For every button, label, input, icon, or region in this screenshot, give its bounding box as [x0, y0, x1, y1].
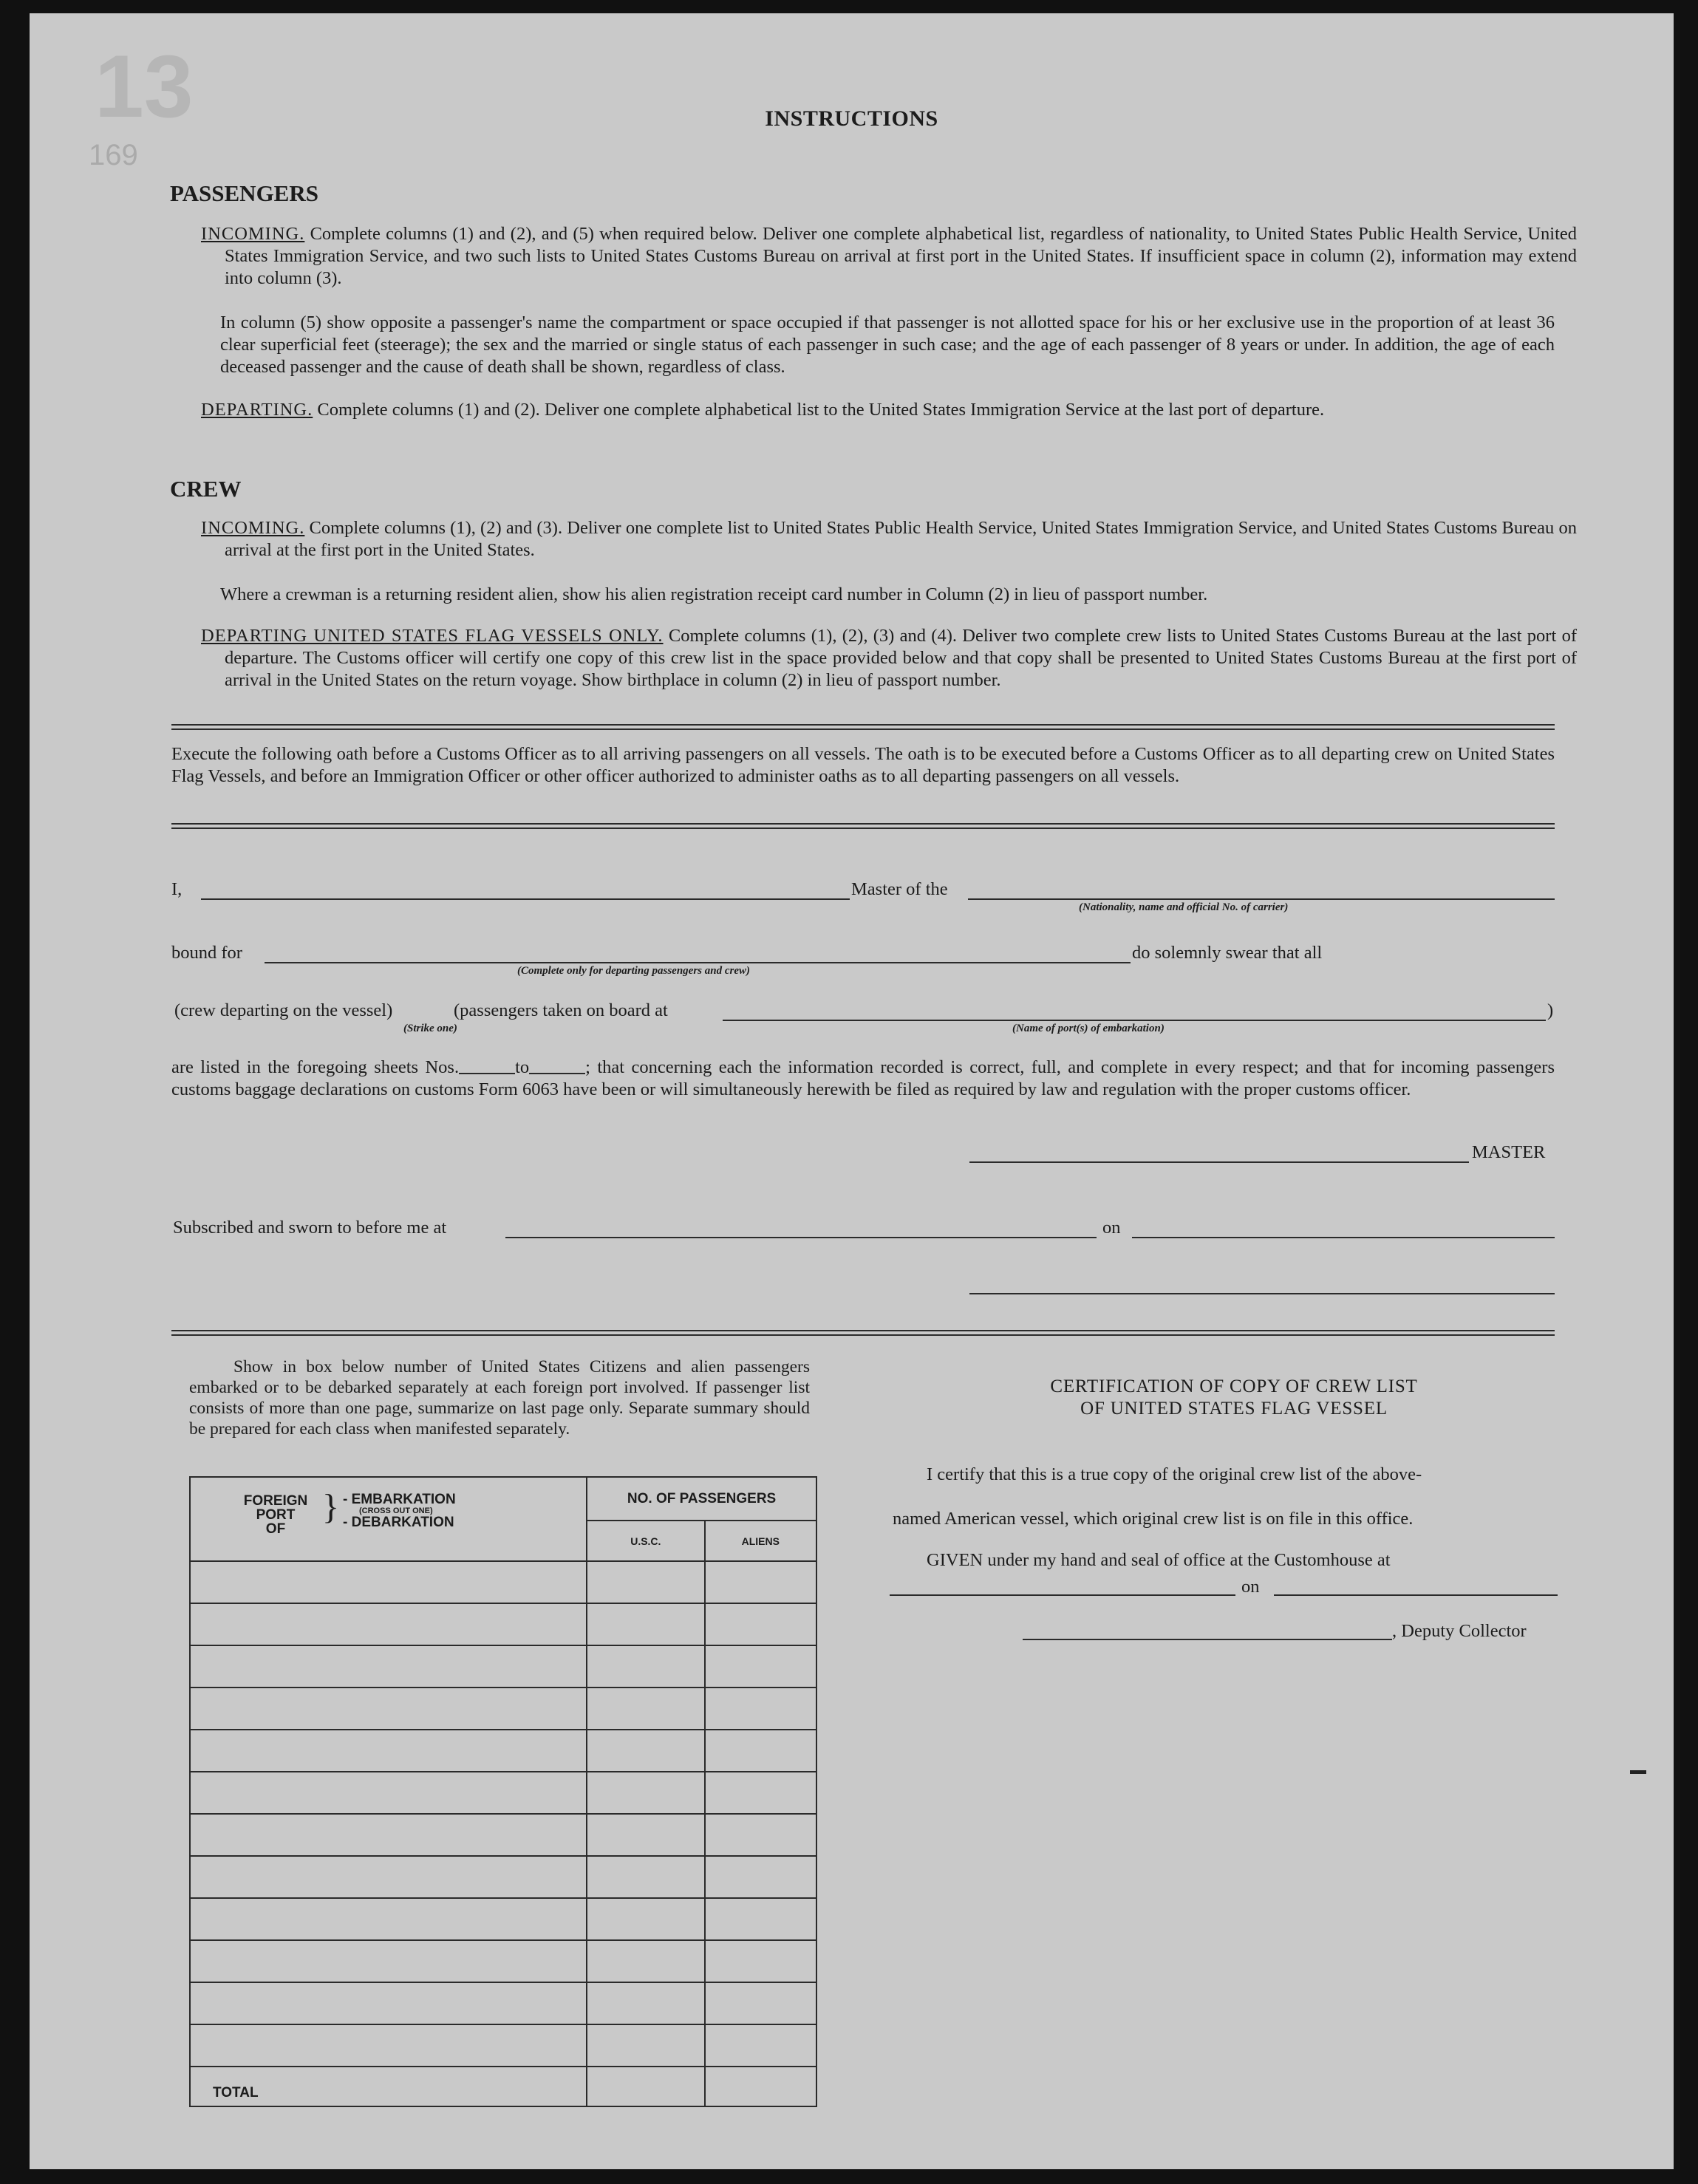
cross-out-note: (CROSS OUT ONE)	[359, 1506, 433, 1515]
table-row	[190, 1856, 816, 1898]
usc-cell[interactable]	[587, 1898, 704, 1940]
page-title: INSTRUCTIONS	[765, 106, 938, 131]
oath-statement	[171, 1057, 1555, 1101]
stamp-number: 169	[89, 139, 138, 171]
sheet-to-field[interactable]	[529, 1073, 585, 1074]
usc-cell[interactable]	[587, 2024, 704, 2067]
cert-on-label: on	[1241, 1577, 1260, 1597]
incoming-label: INCOMING.	[201, 224, 305, 244]
port-header-cell	[190, 1477, 587, 1561]
brace-icon: }	[322, 1487, 340, 1526]
certification-title	[909, 1376, 1559, 1420]
aliens-cell[interactable]	[705, 1645, 816, 1688]
crew-departing-option: (crew departing on the vessel)	[174, 1000, 393, 1020]
total-usc-cell[interactable]	[587, 2067, 704, 2106]
aliens-cell[interactable]	[705, 1603, 816, 1645]
no-of-passengers-header: NO. OF PASSENGERS	[587, 1477, 816, 1521]
usc-cell[interactable]	[587, 1561, 704, 1603]
master-of-the-label: Master of the	[851, 879, 948, 899]
usc-cell[interactable]	[587, 1730, 704, 1772]
usc-cell[interactable]	[587, 1772, 704, 1814]
table-row	[190, 1730, 816, 1772]
deputy-collector-label: , Deputy Collector	[1392, 1621, 1527, 1641]
port-cell[interactable]	[190, 1898, 587, 1940]
table-row	[190, 1898, 816, 1940]
port-cell[interactable]	[190, 1982, 587, 2024]
aliens-cell[interactable]	[705, 1814, 816, 1856]
complete-only-caption: (Complete only for departing passengers and crew)	[517, 965, 750, 977]
table-row	[190, 1940, 816, 1982]
crew-incoming-paragraph	[201, 517, 1577, 562]
port-cell[interactable]	[190, 1772, 587, 1814]
port-caption: (Name of port(s) of embarkation)	[1012, 1023, 1165, 1034]
carrier-field[interactable]	[968, 898, 1555, 900]
table-row	[190, 1603, 816, 1645]
master-label: MASTER	[1472, 1142, 1546, 1162]
sworn-date-field[interactable]	[1132, 1237, 1555, 1238]
departing-text: Complete columns (1) and (2). Deliver one complete alphabetical list to the United States Immigration Service at the last port of departure.	[317, 400, 1325, 420]
oath-intro: Execute the following oath before a Customs Officer as to all arriving passengers on all vessels. The oath is to be executed before a Customs Officer as to all departing crew on United States Flag Vessels, and before an Immigration Officer or other officer authorized to administer oaths as to all departing passengers on all vessels.	[171, 744, 1555, 786]
listed-rest-text: ; that concerning each the information recorded is correct, full, and complete in every respect; and that for incoming passengers customs baggage declarations on customs Form 6063 have been or will simultaneously herewith be filed as required by law and regulation with the proper customs officer.	[171, 1057, 1555, 1099]
divider-3	[171, 1330, 1555, 1336]
passengers-departing-paragraph	[201, 399, 1577, 421]
embarkation-port-field[interactable]	[723, 1020, 1546, 1021]
sworn-on-label: on	[1102, 1218, 1121, 1238]
table-row	[190, 1688, 816, 1730]
usc-cell[interactable]	[587, 1940, 704, 1982]
port-cell[interactable]	[190, 1814, 587, 1856]
passengers-column5-paragraph: In column (5) show opposite a passenger's name the compartment or space occupied if that passenger is not allotted space for his or her exclusive use in the proportion of at least 36 clear superficial feet (steerage); the sex and the married or single status of each passenger in such case; and the age of each passenger of 8 years or under. In addition, the age of each deceased passenger and the cause of death shall be shown, regardless of class.	[220, 313, 1555, 377]
crew-incoming-label: INCOMING.	[201, 518, 305, 538]
aliens-cell[interactable]	[705, 1940, 816, 1982]
port-cell[interactable]	[190, 1561, 587, 1603]
aliens-header: ALIENS	[705, 1521, 816, 1561]
debarkation-option[interactable]: - DEBARKATION	[343, 1515, 454, 1530]
port-cell[interactable]	[190, 1645, 587, 1688]
aliens-cell[interactable]	[705, 1898, 816, 1940]
passengers-taken-option: (passengers taken on board at	[454, 1000, 668, 1020]
oath-i-label: I,	[171, 879, 183, 899]
passengers-incoming-paragraph	[201, 223, 1577, 290]
certify-line1: I certify that this is a true copy of the original crew list of the above-	[927, 1464, 1422, 1484]
incoming-text: Complete columns (1) and (2), and (5) when required below. Deliver one complete alphabetical list, regardless of nationality, to United States Public Health Service, United States Immigration Service, and two such lists to United States Customs Bureau on arrival at first port in the United States. If insufficient space in column (2), information may extend into column (3).	[225, 224, 1577, 288]
certify-line2: named American vessel, which original crew list is on file in this office.	[893, 1509, 1414, 1529]
given-text: GIVEN under my hand and seal of office at the Customhouse at	[927, 1550, 1391, 1570]
table-row	[190, 1814, 816, 1856]
header-foreign: FOREIGN	[243, 1493, 308, 1509]
deputy-signature-field[interactable]	[1023, 1639, 1392, 1640]
crew-departing-text: Complete columns (1), (2), (3) and (4). Deliver two complete crew lists to United States Customs Bureau at the last port of departure. The Customs officer will certify one copy of this crew list in the space provided below and that copy shall be presented to United States Customs Bureau at the first port of arrival in the United States on the return voyage. Show birthplace in column (2) in lieu of passport number.	[225, 626, 1577, 690]
table-row	[190, 1772, 816, 1814]
document-page	[30, 13, 1674, 2169]
usc-cell[interactable]	[587, 1814, 704, 1856]
usc-cell[interactable]	[587, 1856, 704, 1898]
aliens-cell[interactable]	[705, 1772, 816, 1814]
aliens-cell[interactable]	[705, 1982, 816, 2024]
embarkation-option[interactable]: - EMBARKATION	[343, 1492, 456, 1507]
close-paren: )	[1547, 1000, 1554, 1020]
usc-cell[interactable]	[587, 1603, 704, 1645]
solemnly-swear-text: do solemnly swear that all	[1132, 943, 1323, 963]
crew-heading: CREW	[170, 476, 242, 502]
usc-cell[interactable]	[587, 1645, 704, 1688]
port-cell[interactable]	[190, 1940, 587, 1982]
header-of: OF	[265, 1521, 286, 1537]
passengers-heading: PASSENGERS	[170, 180, 318, 206]
total-label: TOTAL	[190, 2067, 587, 2106]
port-cell[interactable]	[190, 2024, 587, 2067]
customhouse-field[interactable]	[890, 1594, 1235, 1596]
table-row	[190, 1561, 816, 1603]
aliens-cell[interactable]	[705, 1688, 816, 1730]
aliens-cell[interactable]	[705, 1730, 816, 1772]
port-cell[interactable]	[190, 1603, 587, 1645]
total-row	[190, 2067, 816, 2106]
nationality-caption: (Nationality, name and official No. of carrier)	[1079, 901, 1289, 913]
listed-in-text: are listed in the foregoing sheets Nos.	[171, 1057, 460, 1077]
crew-departing-label: DEPARTING UNITED STATES FLAG VESSELS ONLY.	[201, 626, 664, 646]
subscribed-label: Subscribed and sworn to before me at	[173, 1218, 447, 1238]
table-row	[190, 1982, 816, 2024]
certification-title-line2: OF UNITED STATES FLAG VESSEL	[1080, 1399, 1388, 1419]
usc-cell[interactable]	[587, 1982, 704, 2024]
aliens-cell[interactable]	[705, 2024, 816, 2067]
usc-header: U.S.C.	[587, 1521, 704, 1561]
table-row	[190, 2024, 816, 2067]
master-name-field[interactable]	[201, 898, 850, 900]
passenger-summary-table	[189, 1476, 817, 2107]
officer-signature-field[interactable]	[969, 1293, 1555, 1294]
aliens-cell[interactable]	[705, 1561, 816, 1603]
table-row	[190, 1645, 816, 1688]
port-cell[interactable]	[190, 1730, 587, 1772]
header-port: PORT	[256, 1507, 296, 1523]
divider-1	[171, 724, 1555, 730]
divider-2	[171, 823, 1555, 829]
sheet-number-stamp: 13	[95, 37, 194, 136]
sworn-place-field[interactable]	[505, 1237, 1097, 1238]
usc-cell[interactable]	[587, 1688, 704, 1730]
to-text: to	[515, 1057, 530, 1077]
master-signature-field[interactable]	[969, 1161, 1469, 1163]
strike-one-caption: (Strike one)	[403, 1023, 457, 1034]
sheet-from-field[interactable]	[459, 1073, 515, 1074]
crew-resident-paragraph: Where a crewman is a returning resident alien, show his alien registration receipt card number in Column (2) in lieu of passport number.	[220, 584, 1208, 604]
aliens-cell[interactable]	[705, 1856, 816, 1898]
bound-for-label: bound for	[171, 943, 242, 963]
margin-mark	[1630, 1770, 1646, 1774]
departing-label: DEPARTING.	[201, 400, 313, 420]
cert-date-field[interactable]	[1274, 1594, 1558, 1596]
port-cell[interactable]	[190, 1688, 587, 1730]
total-aliens-cell[interactable]	[705, 2067, 816, 2106]
port-cell[interactable]	[190, 1856, 587, 1898]
crew-incoming-text: Complete columns (1), (2) and (3). Deliver one complete list to United States Public Health Service, United States Immigration Service, and United States Customs Bureau on arrival at the first port in the United States.	[225, 518, 1577, 560]
summary-instructions: Show in box below number of United States Citizens and alien passengers embarked or to be debarked separately at each foreign port involved. If passenger list consists of more than one page, summarize on last page only. Separate summary should be prepared for each class when manifested separately.	[189, 1357, 810, 1439]
crew-departing-paragraph	[201, 625, 1577, 692]
bound-for-field[interactable]	[265, 962, 1131, 963]
certification-title-line1: CERTIFICATION OF COPY OF CREW LIST	[1050, 1376, 1418, 1396]
